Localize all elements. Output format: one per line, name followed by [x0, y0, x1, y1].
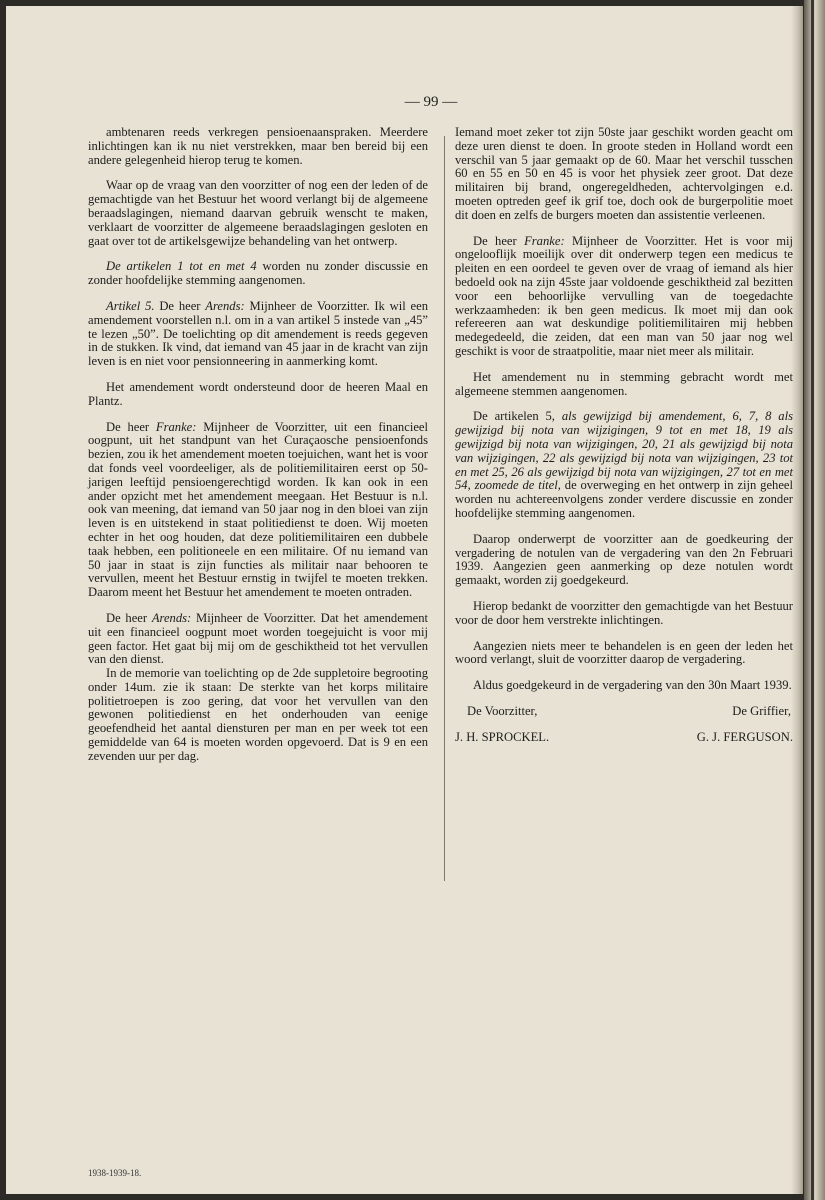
- paragraph: [455, 533, 793, 588]
- speaker-name: Franke:: [155, 419, 197, 434]
- paragraph-text: ambtenaren reeds verkregen pensioenaanspraken. Meerdere inlichtingen kan ik nu niet verstrekken, maar ben bereid bij een andere gelegenheid hierop terug te komen.: [88, 125, 428, 167]
- speaker-name: Franke:: [524, 233, 565, 248]
- paragraph: [88, 260, 428, 288]
- paragraph: [88, 421, 428, 600]
- paragraph-text: Mijnheer de Voorzitter. Dat het amendement uit een financieel oogpunt moet worden toegejuicht is voor mij geen factor. Het gaat bij mij om de geschiktheid tot het vervullen van den dienst.: [88, 610, 429, 667]
- binding-strip: [804, 0, 825, 1200]
- paragraph-text: Hierop bedankt de voorzitter den gemachtigde van het Bestuur voor de door hem verstrekte inlichtingen.: [455, 598, 793, 627]
- paragraph-text: Het amendement wordt ondersteund door de heeren Maal en Plantz.: [88, 379, 428, 408]
- paragraph: [455, 640, 793, 668]
- paragraph: [88, 126, 428, 167]
- paragraph: [455, 679, 793, 693]
- paragraph: [88, 612, 428, 667]
- paragraph-text: de overweging en het ontwerp in zijn geheel worden nu achtereenvolgens zonder verdere discussie en zonder hoofdelijke stemming aangenomen.: [455, 478, 794, 520]
- paragraph-text: De heer: [106, 419, 156, 434]
- page-sheet: [6, 6, 803, 1194]
- signature-names: [455, 731, 793, 745]
- chair-title: De Voorzitter,: [467, 703, 538, 718]
- paragraph-italic: Artikel 5.: [106, 298, 155, 313]
- paragraph: [455, 126, 793, 223]
- paragraph-text: Daarop onderwerpt de voorzitter aan de goedkeuring der vergadering de notulen van de vergadering van den 2n Februari 1939. Aangezien geen aanmerking op deze notulen wordt gemaakt, worden zij goedgekeurd.: [455, 531, 793, 588]
- paragraph-text: Mijnheer de Voorzitter, uit een financieel oogpunt, uit het standpunt van het Curaçaosche pensioenfonds bezien, zou ik het amendement moeten toejuichen, want het is voor dat fonds veel voordeeliger, als de politiemilitairen eerst op 50-jarigen leeftijd pensioengerechtigd worden. Ik kan ook in een ander opzicht met het amendement meegaan. Het Bestuur is n.l. ook van meening, dat iemand van 50 jaar nog in den bloei van zijn leven is en uitstekend in staat politiedienst te doen. Wij moeten echter in het oog houden, dat deze politiemilitairen een dubbele taak hebben, een politioneele en een militaire. Of nu iemand van 50 jaar in staat is zijn functies als militair naar behooren te vervullen, meent het Bestuur ernstig in twijfel te moeten trekken. Daarom meent het Bestuur het amendement te moeten ontraden.: [88, 419, 428, 600]
- speaker-name: Arends:: [151, 610, 192, 625]
- signature-titles: [455, 705, 793, 719]
- clerk-name: G. J. FERGUSON.: [696, 729, 793, 744]
- speaker-name: Arends:: [205, 298, 245, 313]
- paragraph-text: worden nu zonder discussie en zonder hoofdelijke stemming aangenomen.: [88, 259, 429, 288]
- page-footer: 1938-1939-18.: [88, 1168, 142, 1178]
- paragraph: [455, 600, 793, 628]
- left-column: [88, 126, 428, 776]
- paragraph: [88, 381, 428, 409]
- paragraph-text: De heer: [473, 233, 525, 248]
- paragraph-text: Mijnheer de Voorzitter. Ik wil een amendement voorstellen n.l. om in a van artikel 5 instede van „45” te lezen „50”. De toelichting op dit amendement is reeds gegeven in de stukken. Ik vind, dat iemand van 45 jaar in de kracht van zijn leven is en niet voor pensionneering in aanmerking komt.: [88, 298, 428, 369]
- page-number: — 99 —: [404, 94, 458, 110]
- paragraph: [88, 667, 428, 764]
- paragraph: [455, 235, 793, 359]
- paragraph-text: In de memorie van toelichting op de 2de suppletoire begrooting onder 14um. zie ik staan: De sterkte van het korps militaire politietroepen is zoo gering, dat voor het vervullen van den gewonen politiedienst en het onderhouden van eenige geoefendheid het aantal diensturen per man en per week tot een gemiddelde van 64 is moeten worden opgevoerd. Dat is 9 en een zevenden uur per dag.: [88, 666, 428, 763]
- binding-strip-line: [811, 0, 814, 1200]
- paragraph-italic: De artikelen 1 tot en met 4: [106, 259, 257, 274]
- paragraph-text: Mijnheer de Voorzitter. Het is voor mij ongelooflijk moeilijk over dit onderwerp tegen een medicus te pleiten en een oordeel te geven over de vraag of iemand als hier bedoeld ook na zijn 45ste jaar voldoende geschiktheid zal bezitten voor een behoorlijke vervulling van de toegedachte werkzaamheden: ik ben geen medicus. Ik moet mij dan ook refereeren aan wat deskundige politiemilitairen mij hebben medegedeeld, die zeiden, dat een man van 50 jaar nog wel geschikt is voor de straatpolitie, maar niet meer als militair.: [455, 233, 794, 358]
- paragraph: [455, 371, 793, 399]
- paragraph: [455, 410, 793, 520]
- paragraph-text: De heer: [154, 298, 206, 313]
- paragraph-text: De artikelen 5,: [473, 409, 562, 424]
- column-divider: [444, 136, 445, 881]
- clerk-title: De Griffier,: [732, 703, 791, 718]
- paragraph: [88, 300, 428, 369]
- paragraph-text: Iemand moet zeker tot zijn 50ste jaar geschikt worden geacht om deze uren dienst te doen. In groote steden in Holland wordt een verschil van 5 jaar gemaakt op de 60. Maar het verschil tusschen 60 en 55 en 50 en 45 is voor het physiek zeer groot. Dat deze militairen bij brand, ongeregeldheden, achtervolgingen e.d. moeten optreden geef ik grif toe, doch ook de burgerpolitie moet dit doen en zelfs de burgers moeten dan assistentie verleenen.: [455, 125, 793, 222]
- paragraph-text: Het amendement nu in stemming gebracht wordt met algemeene stemmen aangenomen.: [455, 369, 793, 398]
- paragraph-text: De heer: [106, 610, 152, 625]
- paragraph-text: Waar op de vraag van den voorzitter of nog een der leden of de gemachtigde van het Bestuur het woord verlangt bij de algemeene beraadslagingen, niemand daarvan gebruik wenscht te maken, verklaart de voorzitter de algemeene beraadslagingen gesloten en gaat over tot de artikelsgewijze behandeling van het ontwerp.: [88, 178, 428, 248]
- paragraph: [88, 179, 428, 248]
- right-column: [455, 126, 793, 756]
- paragraph-text: Aangezien niets meer te behandelen is en geen der leden het woord verlangt, sluit de voorzitter daarop de vergadering.: [455, 638, 793, 667]
- chair-name: J. H. SPROCKEL.: [455, 729, 550, 744]
- paragraph-text: Aldus goedgekeurd in de vergadering van den 30n Maart 1939.: [473, 678, 792, 693]
- paragraph-italic: als gewijzigd bij amendement, 6, 7, 8 als gewijzigd bij nota van wijzigingen, 9 tot en met 18, 19 als gewijzigd bij nota van wijzigingen, 20, 21 als gewijzigd bij nota van wijzigingen, 22 als gewijzigd bij nota van wijzigingen, 23 tot en met 25, 26 als gewijzigd bij nota van wijzigingen, 27 tot en met 54, zoomede de titel,: [455, 409, 793, 493]
